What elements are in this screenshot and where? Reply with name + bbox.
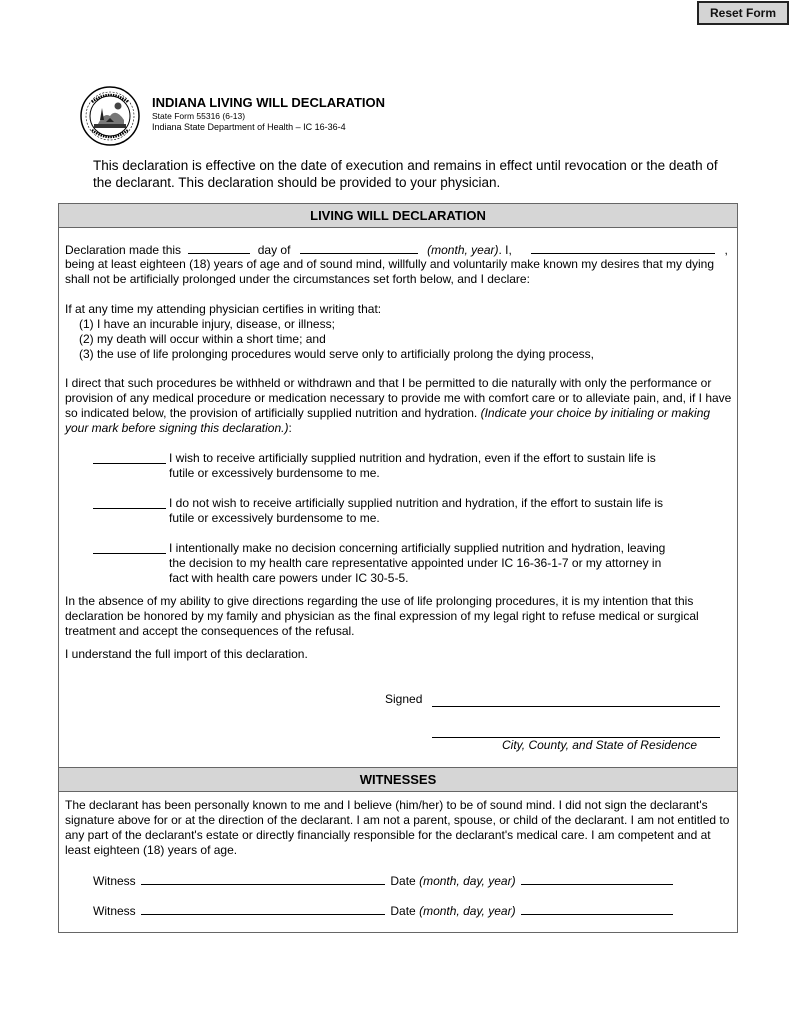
month-year-label: (month, year) bbox=[427, 243, 499, 257]
reset-form-button[interactable]: Reset Form bbox=[697, 1, 789, 25]
witness-2-field[interactable] bbox=[141, 903, 385, 915]
intro-text: This declaration is effective on the date of execution and remains in effect until revocation or the death of the declarant. This declaration should be provided to your physician. bbox=[93, 158, 718, 190]
witness-row-2 bbox=[93, 903, 673, 919]
witness-1-field[interactable] bbox=[141, 873, 385, 885]
witnesses-title: WITNESSES bbox=[59, 768, 737, 792]
date-format-label: (month, day, year) bbox=[419, 874, 516, 888]
witness-1-date-field[interactable] bbox=[521, 873, 673, 885]
form-department: Indiana State Department of Health – IC 16-36-4 bbox=[152, 122, 346, 132]
choice-1-text: I wish to receive artificially supplied nutrition and hydration, even if the effort to sustain life is futile or excessively burdensome to me. bbox=[169, 451, 656, 480]
witness-label: Witness bbox=[93, 874, 136, 888]
form-header bbox=[152, 95, 385, 133]
understand-text: I understand the full import of this declaration. bbox=[65, 647, 308, 661]
date-label: Date bbox=[390, 874, 416, 888]
if-line: If at any time my attending physician certifies in writing that: bbox=[65, 302, 382, 316]
declaration-month-year-field[interactable] bbox=[300, 242, 418, 254]
indiana-state-seal-icon bbox=[80, 86, 140, 146]
absence-paragraph: In the absence of my ability to give directions regarding the use of life prolonging procedures, it is my intention that this declaration be honored by my family and physician as the final expression of my legal right to refuse medical or surgical treatment and accept the consequences of the refusal. bbox=[65, 594, 699, 638]
direct-text: I direct that such procedures be withheld or withdrawn and that I be permitted to die naturally with only the performance or provision of any medical procedure or medication necessary to provide me with comfort care or to alleviate pain, and, if I have so indicated below, the provision of artificially supplied nutrition and hydration. bbox=[65, 376, 732, 420]
direct-paragraph bbox=[65, 376, 733, 436]
date-format-label: (month, day, year) bbox=[419, 904, 516, 918]
choice-3-initial-field[interactable] bbox=[93, 553, 166, 554]
declaration-day-field[interactable] bbox=[188, 242, 250, 254]
declarant-name-field[interactable] bbox=[531, 242, 715, 254]
condition-2: (2) my death will occur within a short time; and bbox=[79, 332, 326, 346]
witness-label: Witness bbox=[93, 904, 136, 918]
form-number: State Form 55316 (6-13) bbox=[152, 111, 246, 121]
indicate-colon: : bbox=[288, 421, 292, 435]
i-label: . I, bbox=[498, 243, 512, 257]
declaration-made-label: Declaration made this bbox=[65, 243, 182, 257]
signature-field[interactable] bbox=[432, 706, 720, 707]
witness-2-date-field[interactable] bbox=[521, 903, 673, 915]
condition-1: (1) I have an incurable injury, disease, or illness; bbox=[79, 317, 335, 331]
living-will-section bbox=[58, 203, 738, 768]
choice-2-initial-field[interactable] bbox=[93, 508, 166, 509]
declaration-rest: being at least eighteen (18) years of age and of sound mind, willfully and voluntarily make known my desires that my dying shall not be artificially prolonged under the circumstances set forth below, and I declare: bbox=[65, 257, 715, 286]
indicate-instruction: (Indicate your choice by initialing or making your mark before signing this declaration.) bbox=[65, 406, 711, 435]
witnesses-paragraph: The declarant has been personally known to me and I believe (him/her) to be of sound mind. I did not sign the declarant's signature above for or at the direction of the declarant. I am not a parent, spouse, or child of the declarant. I am not entitled to any part of the declarant's estate or directly financially responsible for the declarant's medical care. I am competent and at least eighteen (18) years of age. bbox=[65, 798, 730, 857]
signed-label: Signed bbox=[385, 692, 423, 706]
declaration-line bbox=[65, 242, 728, 258]
choice-1-initial-field[interactable] bbox=[93, 463, 166, 464]
choice-3-text: I intentionally make no decision concerning artificially supplied nutrition and hydration, leaving the decision to my health care representative appointed under IC 16-36-1-7 or my attorney in fact with health care powers under IC 30-5-5. bbox=[169, 541, 666, 585]
day-of-label: day of bbox=[257, 243, 291, 257]
section-title: LIVING WILL DECLARATION bbox=[59, 204, 737, 228]
residence-label: City, County, and State of Residence bbox=[502, 738, 697, 752]
choice-2-text: I do not wish to receive artificially supplied nutrition and hydration, if the effort to sustain life is futile or excessively burdensome to me. bbox=[169, 496, 664, 525]
comma-label: , bbox=[724, 243, 728, 257]
condition-3: (3) the use of life prolonging procedures would serve only to artificially prolong the dying process, bbox=[79, 347, 594, 361]
date-label: Date bbox=[390, 904, 416, 918]
witness-row-1 bbox=[93, 873, 673, 889]
form-title: INDIANA LIVING WILL DECLARATION bbox=[152, 95, 386, 110]
